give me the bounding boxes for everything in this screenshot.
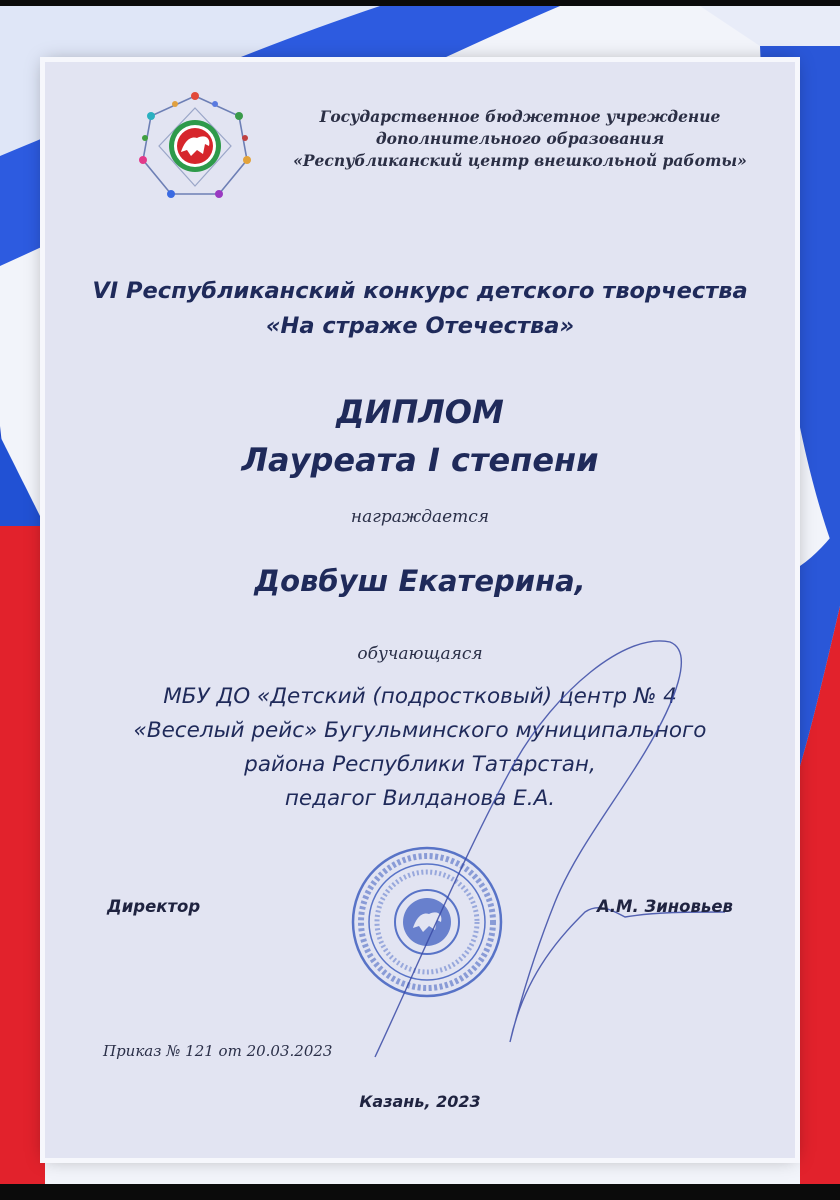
diploma-title <box>45 388 795 484</box>
contest-line-1: VI Республиканский конкурс детского творчества <box>92 278 748 304</box>
recipient-name: Довбуш Екатерина, <box>254 564 586 598</box>
center-emblem-logo <box>135 90 255 202</box>
school-line-4: педагог Вилданова Е.А. <box>284 786 556 811</box>
director-label: Директор <box>107 897 201 916</box>
diploma-sheet <box>45 62 795 1158</box>
school-line-1: МБУ ДО «Детский (подростковый) центр № 4 <box>163 684 677 709</box>
school-line-3: района Республики Татарстан, <box>244 752 596 777</box>
contest-line-2: «На страже Отечества» <box>265 313 575 339</box>
organization-line-1: Государственное бюджетное учреждение <box>319 107 721 126</box>
school-line-2: «Веселый рейс» Бугульминского муниципального <box>133 718 707 743</box>
order-reference: Приказ № 121 от 20.03.2023 <box>103 1042 333 1060</box>
organization-line-2: дополнительного образования <box>375 129 665 148</box>
bottom-bar <box>0 1184 840 1200</box>
diploma-heading: ДИПЛОМ <box>336 393 504 431</box>
signature-handwritten <box>325 612 775 1082</box>
director-name: А.М. Зиновьев <box>597 897 733 916</box>
contest-title <box>45 274 795 344</box>
organization-heading <box>260 106 780 172</box>
diploma-degree: Лауреата I степени <box>241 441 599 479</box>
organization-line-3: «Республиканский центр внешкольной работы» <box>293 151 747 170</box>
studying-label: обучающаяся <box>357 644 483 664</box>
city-year: Казань, 2023 <box>359 1092 481 1111</box>
awarded-label: награждается <box>350 507 490 527</box>
